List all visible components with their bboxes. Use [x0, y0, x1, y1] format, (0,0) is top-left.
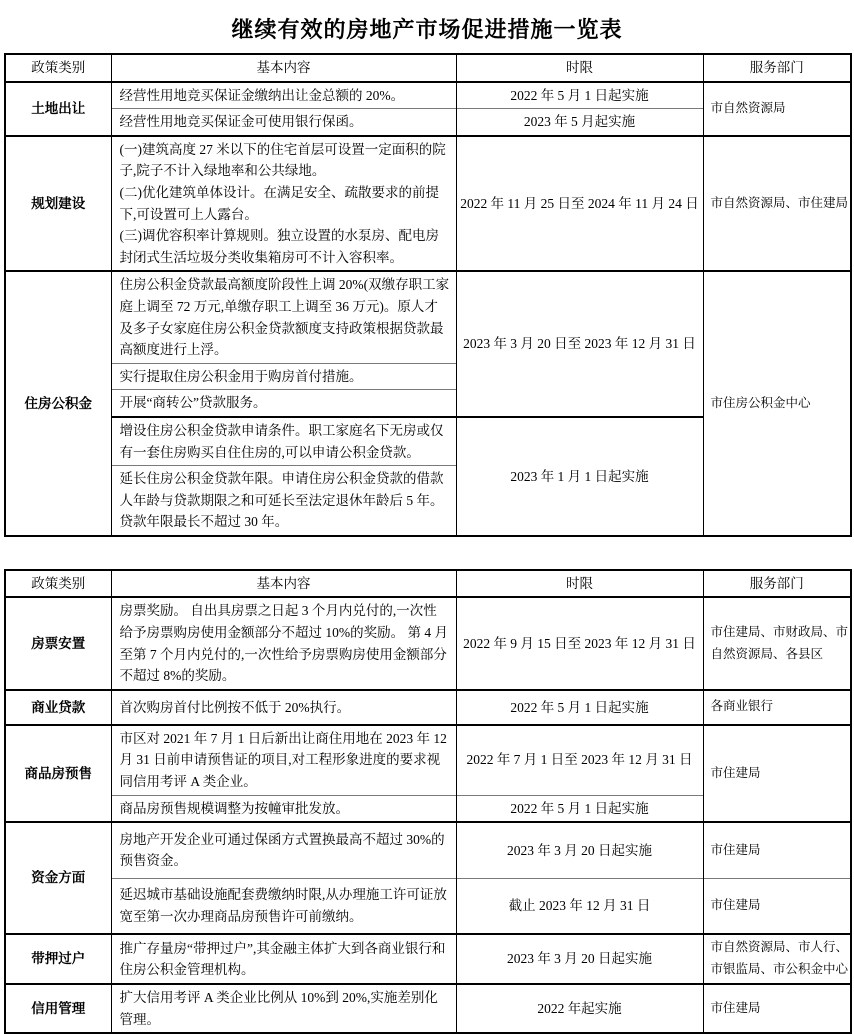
- time-cell: 2023 年 3 月 20 日起实施: [456, 934, 703, 984]
- time-cell: 2023 年 5 月起实施: [456, 109, 703, 136]
- content-cell: 开展“商转公”贷款服务。: [111, 390, 456, 417]
- content-paragraph: (三)调优容积率计算规则。独立设置的水泵房、配电房封闭式生活垃圾分类收集箱房可不计入容积率。: [119, 228, 439, 265]
- category-cell: 住房公积金: [5, 271, 111, 536]
- table-row: [5, 82, 851, 109]
- content-cell: 推广存量房“带押过户”,其金融主体扩大到各商业银行和住房公积金管理机构。: [111, 934, 456, 984]
- service-cell: 市住建局、市财政局、市自然资源局、各县区: [703, 597, 851, 689]
- content-paragraph: (二)优化建筑单体设计。在满足安全、疏散要求的前提下,可设置可上人露台。: [119, 184, 439, 222]
- service-cell: 市自然资源局、市住建局: [703, 136, 851, 272]
- column-header-category: 政策类别: [5, 54, 111, 82]
- content-cell: 实行提取住房公积金用于购房首付措施。: [111, 363, 456, 390]
- service-cell: 市住房公积金中心: [703, 271, 851, 536]
- table-row: [5, 690, 851, 725]
- table-row: [5, 878, 851, 934]
- content-cell: 增设住房公积金贷款申请条件。职工家庭名下无房或仅有一套住房购买自住住房的,可以申请公积金贷款。: [111, 417, 456, 466]
- category-cell: 房票安置: [5, 597, 111, 689]
- column-header-content: 基本内容: [111, 54, 456, 82]
- column-header-content: 基本内容: [111, 570, 456, 598]
- content-cell: 经营性用地竞买保证金可使用银行保函。: [111, 109, 456, 136]
- category-cell: 商品房预售: [5, 725, 111, 822]
- table-header-row: [5, 570, 851, 598]
- service-cell: 各商业银行: [703, 690, 851, 725]
- content-cell: 首次购房首付比例按不低于 20%执行。: [111, 690, 456, 725]
- content-cell: 扩大信用考评 A 类企业比例从 10%到 20%,实施差别化管理。: [111, 984, 456, 1033]
- content-cell: 商品房预售规模调整为按幢审批发放。: [111, 795, 456, 822]
- content-cell: 延长住房公积金贷款年限。申请住房公积金贷款的借款人年龄与贷款期限之和可延长至法定退休年龄后 5 年。贷款年限最长不超过 30 年。: [111, 466, 456, 536]
- content-cell: [111, 136, 456, 272]
- time-cell: 2022 年 9 月 15 日至 2023 年 12 月 31 日: [456, 597, 703, 689]
- table-row: [5, 984, 851, 1033]
- service-cell: 市住建局: [703, 822, 851, 878]
- table-row: [5, 822, 851, 878]
- category-cell: 带押过户: [5, 934, 111, 984]
- service-cell: 市自然资源局、市人行、市银监局、市公积金中心: [703, 934, 851, 984]
- content-cell: 房票奖励。 自出具房票之日起 3 个月内兑付的,一次性给予房票购房使用金额部分不超过 10%的奖励。 第 4 月至第 7 个月内兑付的,一次性给予房票购房使用金额部分不超过 8%的奖励。: [111, 597, 456, 689]
- document: [0, 13, 854, 1034]
- service-cell: 市自然资源局: [703, 82, 851, 136]
- column-header-time: 时限: [456, 570, 703, 598]
- policy-table-1: [4, 53, 852, 537]
- time-cell: 2022 年起实施: [456, 984, 703, 1033]
- category-cell: 规划建设: [5, 136, 111, 272]
- category-cell: 信用管理: [5, 984, 111, 1033]
- table-row: [5, 271, 851, 363]
- time-cell: 2023 年 3 月 20 日至 2023 年 12 月 31 日: [456, 271, 703, 417]
- content-cell: 市区对 2021 年 7 月 1 日后新出让商住用地在 2023 年 12 月 31 日前申请预售证的项目,对工程形象进度的要求视同信用考评 A 类企业。: [111, 725, 456, 795]
- content-cell: 经营性用地竞买保证金缴纳出让金总额的 20%。: [111, 82, 456, 109]
- content-cell: 住房公积金贷款最高额度阶段性上调 20%(双缴存职工家庭上调至 72 万元,单缴存职工上调至 36 万元)。原人才及多子女家庭住房公积金贷款额度支持政策根据贷款最高额度进行上浮。: [111, 271, 456, 363]
- page-title: 继续有效的房地产市场促进措施一览表: [231, 17, 623, 42]
- time-cell: 2023 年 1 月 1 日起实施: [456, 417, 703, 536]
- service-cell: 市住建局: [703, 878, 851, 934]
- time-cell: 2022 年 5 月 1 日起实施: [456, 82, 703, 109]
- table-row: [5, 934, 851, 984]
- column-header-time: 时限: [456, 54, 703, 82]
- table-row: [5, 725, 851, 795]
- time-cell: 2023 年 3 月 20 日起实施: [456, 822, 703, 878]
- time-cell: 2022 年 11 月 25 日至 2024 年 11 月 24 日: [456, 136, 703, 272]
- column-header-service: 服务部门: [703, 570, 851, 598]
- category-cell: 商业贷款: [5, 690, 111, 725]
- table-header-row: [5, 54, 851, 82]
- content-cell: 房地产开发企业可通过保函方式置换最高不超过 30%的预售资金。: [111, 822, 456, 878]
- content-cell: 延迟城市基础设施配套费缴纳时限,从办理施工许可证放宽至第一次办理商品房预售许可前缴纳。: [111, 878, 456, 934]
- policy-table-2: [4, 569, 852, 1034]
- table-row: [5, 597, 851, 689]
- category-cell: 土地出让: [5, 82, 111, 136]
- table-row: [5, 136, 851, 272]
- category-cell: 资金方面: [5, 822, 111, 934]
- time-cell: 截止 2023 年 12 月 31 日: [456, 878, 703, 934]
- time-cell: 2022 年 7 月 1 日至 2023 年 12 月 31 日: [456, 725, 703, 795]
- time-cell: 2022 年 5 月 1 日起实施: [456, 795, 703, 822]
- column-header-service: 服务部门: [703, 54, 851, 82]
- service-cell: 市住建局: [703, 725, 851, 822]
- service-cell: 市住建局: [703, 984, 851, 1033]
- column-header-category: 政策类别: [5, 570, 111, 598]
- content-paragraph: (一)建筑高度 27 米以下的住宅首层可设置一定面积的院子,院子不计入绿地率和公共绿地。: [119, 141, 446, 179]
- time-cell: 2022 年 5 月 1 日起实施: [456, 690, 703, 725]
